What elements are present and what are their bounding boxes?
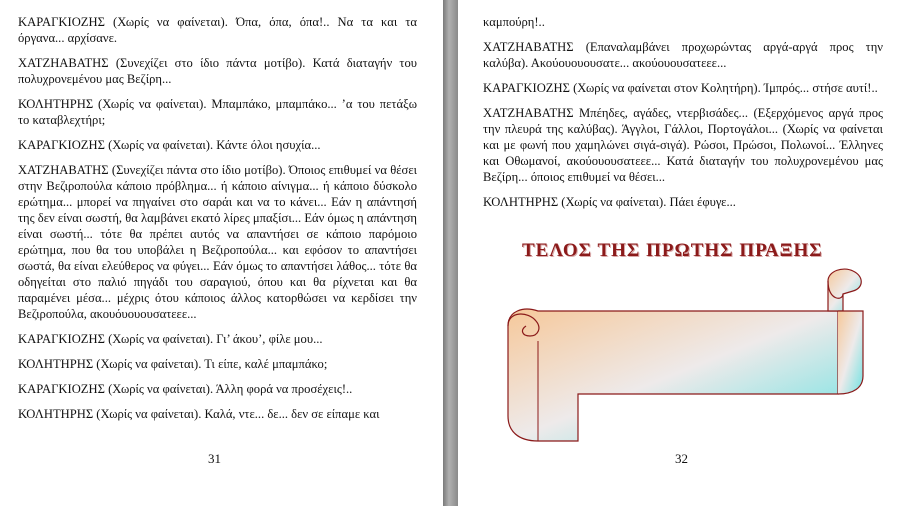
act-end-title: ΤΕΛΟΣ ΤΗΣ ΠΡΩΤΗΣ ΠΡΑΞΗΣ xyxy=(522,240,823,261)
left-page xyxy=(0,0,443,506)
page-number: 32 xyxy=(675,451,688,466)
right-page xyxy=(458,0,901,506)
paragraph: ΚΑΡΑΓΚΙΟΖΗΣ (Χωρίς να φαίνεται). Κάντε όλοι ησυχία... xyxy=(18,138,321,152)
paragraph: ΚΑΡΑΓΚΙΟΖΗΣ (Χωρίς να φαίνεται). Άλλη φορά να προσέχεις!.. xyxy=(18,382,353,396)
paragraph: ΧΑΤΖΗΑΒΑΤΗΣ Μπέηδες, αγάδες, ντερβισάδες... (Εξερχόμενος αργά προς την πλευρά της καλύβας). Άγγλοι, Γάλλοι, Πορτογάλοι... (Χωρίς να φαίνεται και με φωνή που χαμηλώνει σιγά-σιγά). Ρώσοι, Πρώσοι, Πολωνοί... Έλληνες και Οθωμανοί, ακούουουσατεεε... Κατά διαταγήν του πολυχρονεμένου μας Βεζίρη... όποιος επιθυμεί να θέσει... xyxy=(483,106,883,184)
paragraph: ΧΑΤΖΗΑΒΑΤΗΣ (Επαναλαμβάνει προχωρώντας αργά-αργά προς την καλύβα). Ακούουουουσατε... ακούουουσατεεε... xyxy=(483,40,883,70)
right-page-text xyxy=(483,14,883,219)
paragraph: ΚΑΡΑΓΚΙΟΖΗΣ (Χωρίς να φαίνεται στον Κολητήρη). Ίμπρός... στήσε αυτί!.. xyxy=(483,81,878,95)
page-gutter xyxy=(443,0,458,506)
page-number: 31 xyxy=(208,451,221,466)
paragraph: ΧΑΤΖΗΑΒΑΤΗΣ (Συνεχίζει στο ίδιο πάντα μοτίβο). Κατά διαταγήν του πολυχρονεμένου μας Βεζίρη... xyxy=(18,56,417,86)
left-page-text xyxy=(18,14,417,431)
scroll-banner-icon xyxy=(498,266,878,446)
paragraph: ΚΟΛΗΤΗΡΗΣ (Χωρίς να φαίνεται). Πάει έφυγε... xyxy=(483,195,736,209)
paragraph: καμπούρη!.. xyxy=(483,15,545,29)
paragraph: ΚΑΡΑΓΚΙΟΖΗΣ (Χωρίς να φαίνεται). Όπα, όπα, όπα!.. Να τα και τα όργανα... αρχίσανε. xyxy=(18,15,417,45)
paragraph: ΚΟΛΗΤΗΡΗΣ (Χωρίς να φαίνεται). Καλά, ντε... δε... δεν σε είπαμε και xyxy=(18,407,380,421)
paragraph: ΚΟΛΗΤΗΡΗΣ (Χωρίς να φαίνεται). Μπαμπάκο, μπαμπάκο... ’α του πετάξω το καταβλεχτήρι; xyxy=(18,97,417,127)
paragraph: ΚΟΛΗΤΗΡΗΣ (Χωρίς να φαίνεται). Τι είπε, καλέ μπαμπάκο; xyxy=(18,357,328,371)
paragraph: ΧΑΤΖΗΑΒΑΤΗΣ (Συνεχίζει πάντα στο ίδιο μοτίβο). Όποιος επιθυμεί να θέσει στην Βεζιροπούλα κάποιο πρόβλημα... ή κάποιο αίνιγμα... ή κάποιο δύσκολο ερώτημα... μπορεί να πηγαίνει στο σαράι και να το κάνει... Εάν η απάντησή της δεν είναι σωστή, θα λαμβάνει εκατό λίρες μπαξίσι... Εάν όμως η απάντηση είναι σωστή... τότε θα πρέπει αυτός να απαντήσει σε κάποιο παρόμοιο ερώτημα, που θα του υποβάλει η Βεζιροπούλα... και εφόσον το απαντήσει σωστά, θα είναι ελεύθερος να φύγει... Εάν όμως το απαντήσει λάθος... τότε θα οδηγείται στο παλιό πηγάδι του σαραγιού, όπου και θα ρίχνεται και θα παραμένει μέσα... μέχρις ότου κάποιος άλλος κατορθώσει να κερδίσει την Βεζιροπούλα, ακουόυουουσατεεε... xyxy=(18,163,417,321)
paragraph: ΚΑΡΑΓΚΙΟΖΗΣ (Χωρίς να φαίνεται). Γι’ άκου’, φίλε μου... xyxy=(18,332,323,346)
